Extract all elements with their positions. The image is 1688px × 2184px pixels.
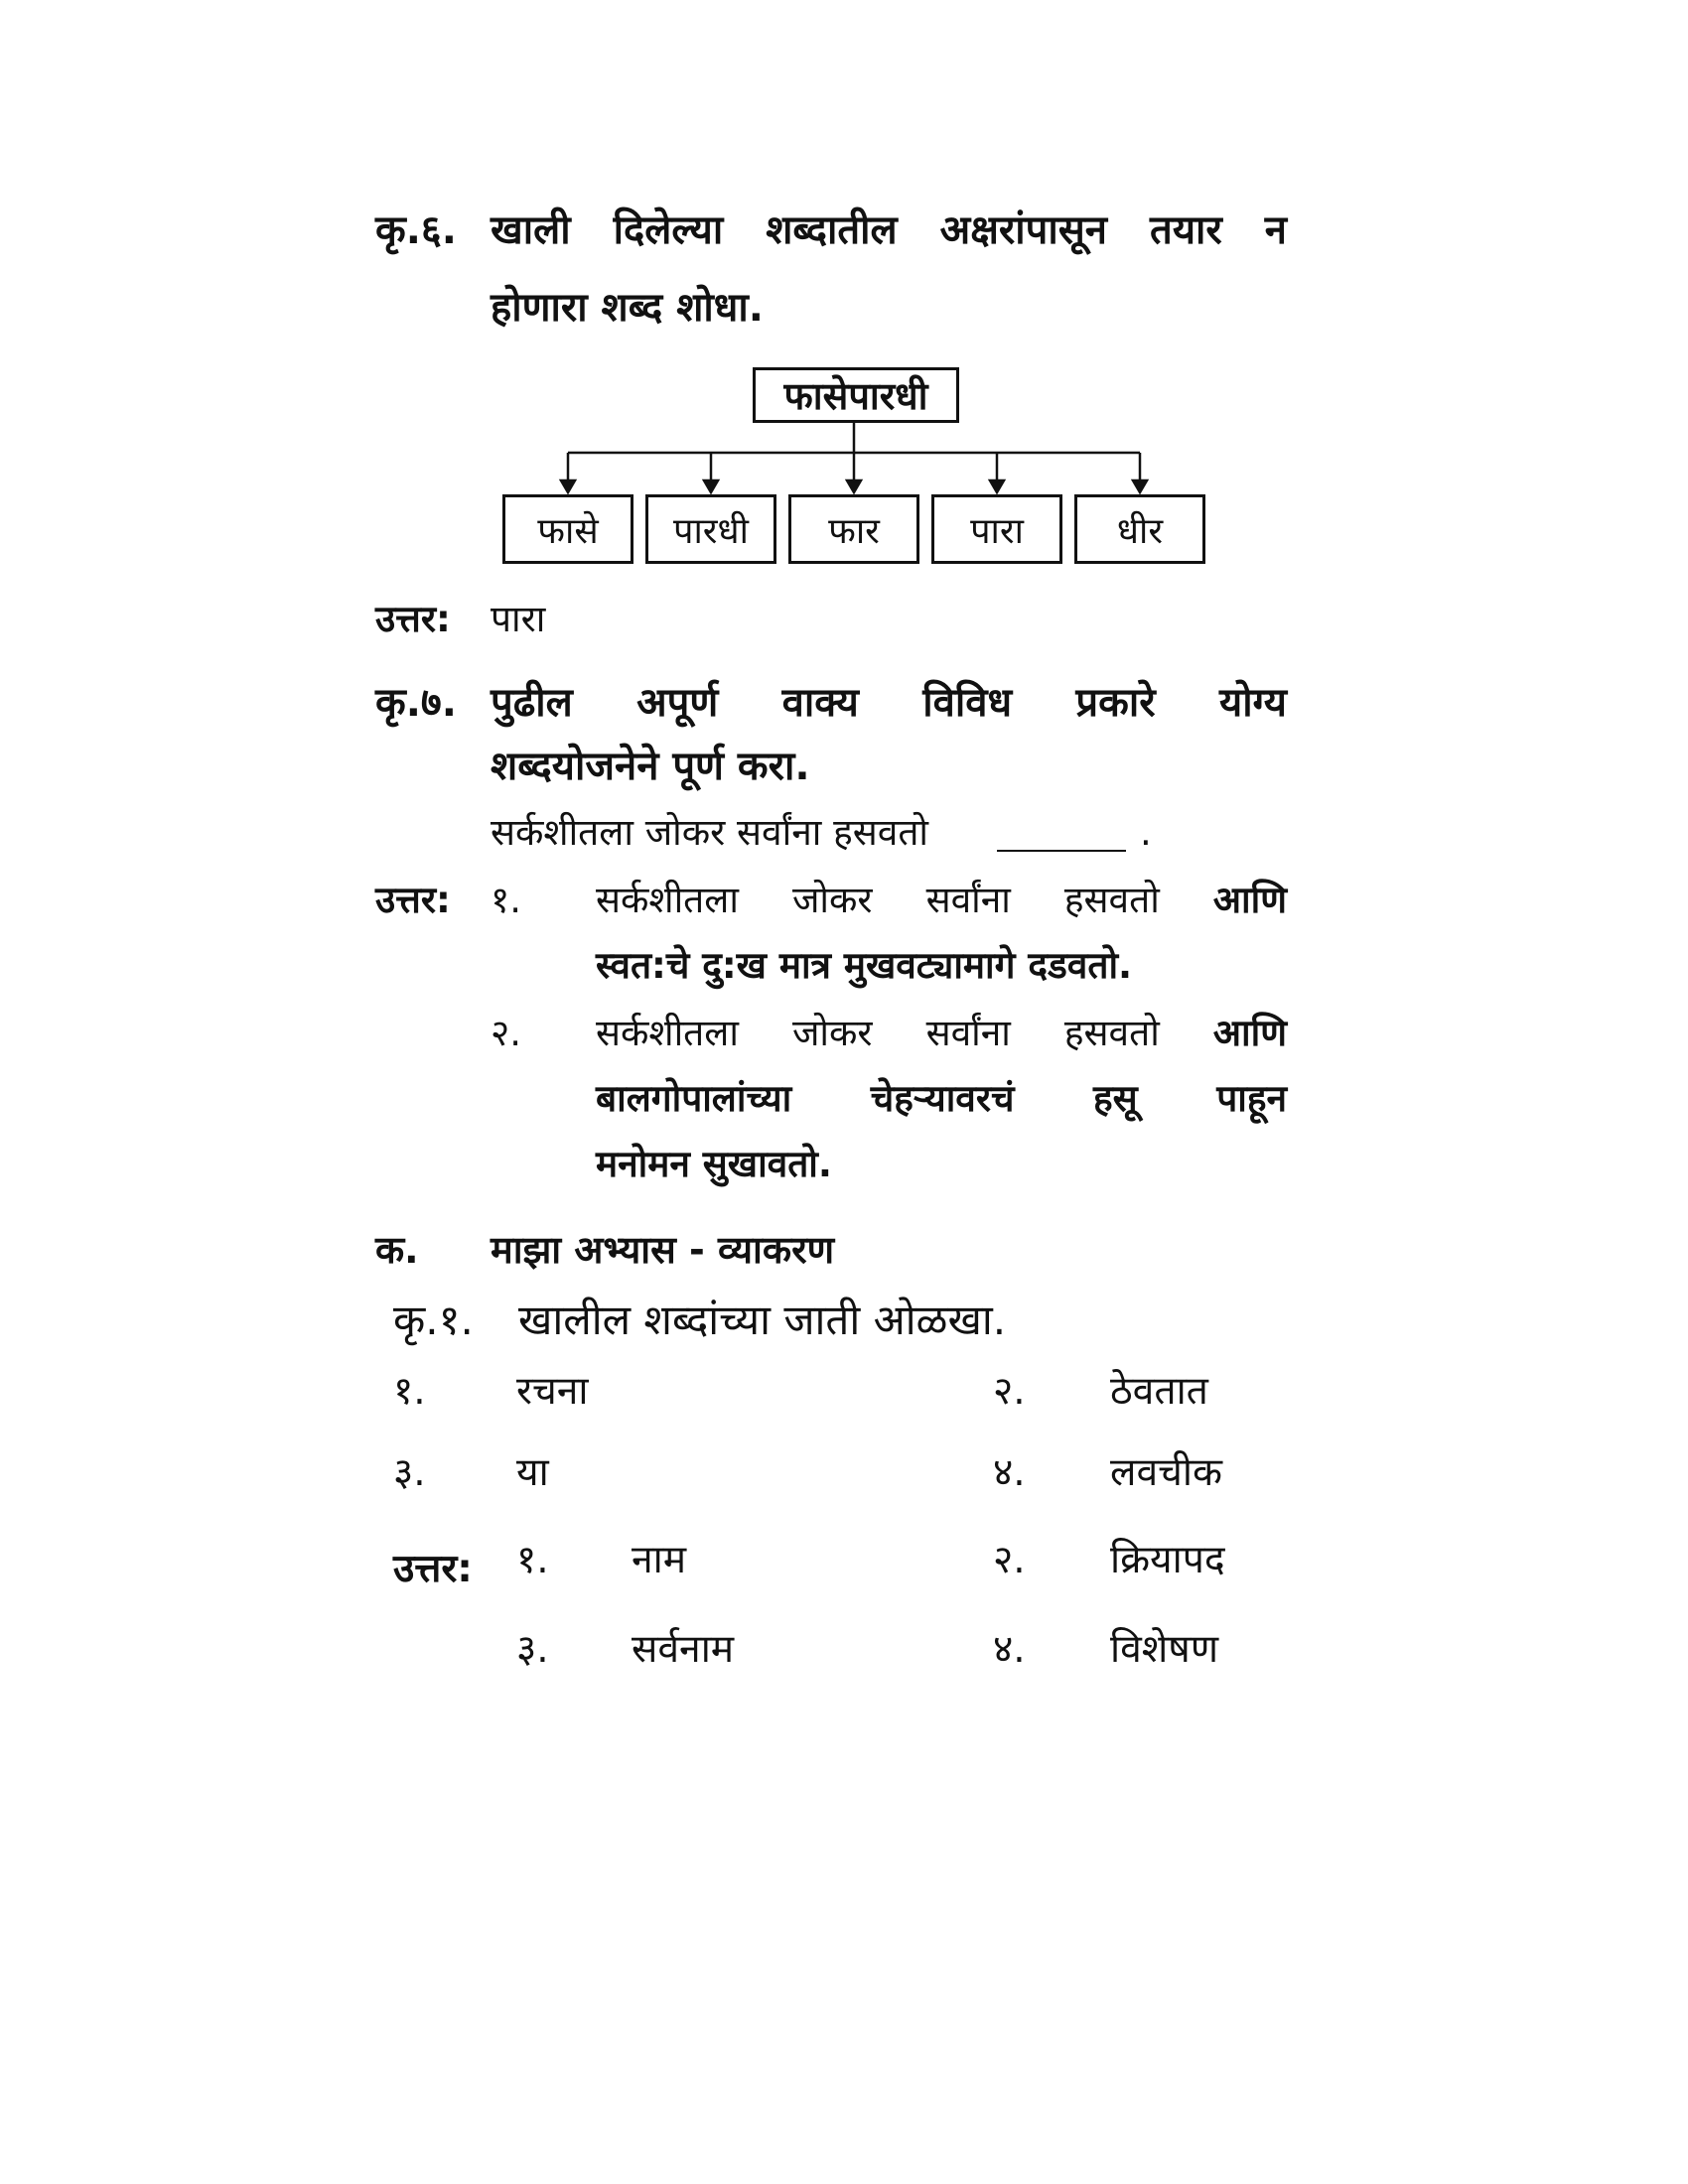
item-number: ३. — [393, 1450, 426, 1495]
item-number: ४. — [993, 1450, 1026, 1495]
answer-word: सर्वांना — [925, 1012, 1011, 1054]
answer-number: २. — [993, 1538, 1026, 1582]
answer-word: सर्वांना — [925, 879, 1011, 921]
answer-1-line1 — [596, 879, 1287, 921]
option-box-3: फार — [788, 494, 919, 564]
question-7-number: कृ.७. — [375, 680, 457, 726]
sentence-period: . — [1140, 811, 1152, 854]
option-box-4: पारा — [931, 494, 1062, 564]
question-7-sentence: सर्कशीतला जोकर सर्वांना हसवतो — [491, 811, 928, 854]
answer-word: हसवतो — [1063, 879, 1160, 921]
item-word: रचना — [516, 1369, 589, 1414]
grammar-question-1-number: कृ.१. — [393, 1296, 474, 1344]
answer-word: जोकर — [791, 1012, 873, 1054]
section-letter: क. — [375, 1228, 419, 1272]
answer-number: १. — [516, 1538, 549, 1582]
answer-word: जोकर — [791, 879, 873, 921]
question-6-text-line1: खाली दिलेल्या शब्दातील अक्षरांपासून तयार न — [491, 207, 1287, 253]
grammar-question-1-text: खालील शब्दांच्या जाती ओळखा. — [518, 1296, 1007, 1344]
question-7-text-line1: पुढील अपूर्ण वाक्य विविध प्रकारे योग्य — [491, 680, 1287, 726]
item-word: ठेवतात — [1110, 1369, 1208, 1414]
option-box-2: पारधी — [645, 494, 776, 564]
item-number: १. — [393, 1369, 426, 1414]
answer-conjunction: आणि — [1212, 1012, 1287, 1054]
question-7-answer-label: उत्तर: — [375, 879, 451, 921]
answer-2-line3: मनोमन सुखावतो. — [596, 1143, 832, 1185]
item-number: २. — [993, 1369, 1026, 1414]
answer-word: हसवतो — [1063, 1012, 1160, 1054]
answer-word: विशेषण — [1110, 1627, 1219, 1672]
answer-number: ३. — [516, 1627, 549, 1672]
answer-word: सर्कशीतला — [596, 1012, 739, 1054]
grammar-answer-label: उत्तर: — [393, 1547, 473, 1591]
answer-1-number: १. — [491, 879, 522, 921]
section-title: माझा अभ्यास - व्याकरण — [491, 1228, 835, 1272]
answer-2-line2: बालगोपालांच्या चेहऱ्यावरचं हसू पाहून — [596, 1077, 1287, 1120]
root-word-box: फासेपारधी — [753, 367, 959, 423]
answer-word: सर्कशीतला — [596, 879, 739, 921]
question-6-number: कृ.६. — [375, 207, 457, 253]
item-word: लवचीक — [1110, 1450, 1222, 1495]
option-box-1: फासे — [502, 494, 633, 564]
question-7-text-line2: शब्दयोजनेने पूर्ण करा. — [491, 744, 810, 789]
question-6-answer: पारा — [491, 598, 546, 640]
answer-2-line1 — [596, 1012, 1287, 1054]
answer-word: नाम — [632, 1538, 687, 1582]
answer-word: क्रियापद — [1110, 1538, 1225, 1582]
item-word: या — [516, 1450, 549, 1495]
answer-2-number: २. — [491, 1012, 522, 1054]
option-box-5: धीर — [1074, 494, 1205, 564]
answer-word: सर्वनाम — [632, 1627, 735, 1672]
fill-in-blank-line — [997, 850, 1126, 852]
answer-1-line2: स्वत:चे दु:ख मात्र मुखवट्यामागे दडवतो. — [596, 944, 1133, 987]
answer-conjunction: आणि — [1212, 879, 1287, 921]
answer-number: ४. — [993, 1627, 1026, 1672]
question-6-answer-label: उत्तर: — [375, 598, 451, 640]
question-6-text-line2: होणारा शब्द शोधा. — [491, 285, 764, 331]
